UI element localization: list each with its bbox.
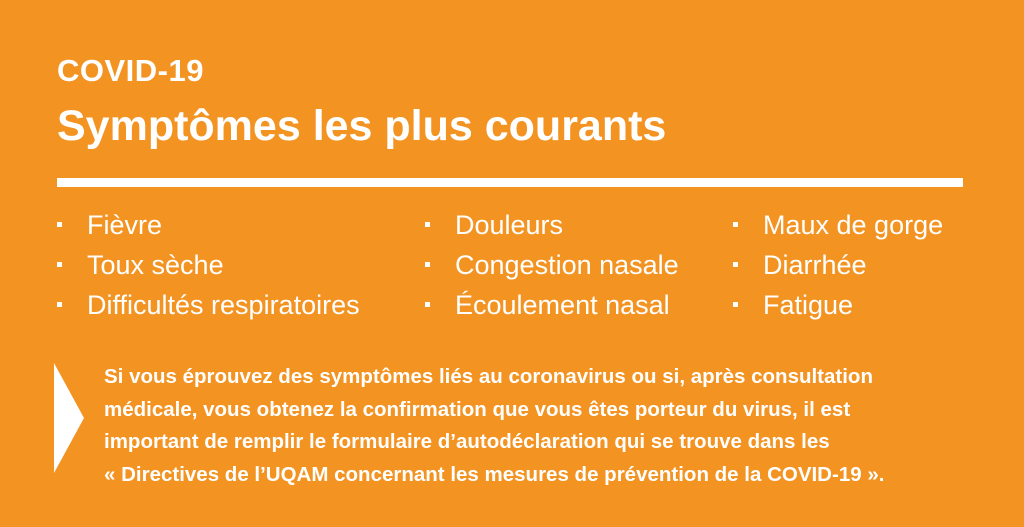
symptom-item [731, 245, 943, 285]
notice-line: important de remplir le formulaire d’autodéclaration qui se trouve dans les [104, 430, 830, 453]
symptom-column-2 [423, 205, 679, 325]
header-covid: COVID-19 [57, 53, 204, 88]
notice-text [104, 361, 1004, 491]
symptom-label: Fatigue [763, 290, 854, 320]
symptom-item [55, 285, 360, 325]
bullet-icon [425, 222, 430, 227]
symptom-item [731, 285, 943, 325]
symptom-item [55, 205, 360, 245]
symptom-label: Diarrhée [763, 250, 867, 280]
symptom-item [731, 205, 943, 245]
symptom-label: Fièvre [87, 210, 163, 240]
notice-line: médicale, vous obtenez la confirmation que vous êtes porteur du virus, il est [104, 397, 851, 421]
bullet-icon [733, 222, 738, 227]
symptom-item [423, 245, 679, 285]
bullet-icon [425, 302, 430, 307]
symptom-label: Écoulement nasal [455, 290, 670, 320]
symptom-label: Douleurs [455, 210, 564, 240]
arrow-right-icon [54, 363, 84, 473]
bullet-icon [733, 302, 738, 307]
symptom-column-1 [55, 205, 360, 325]
notice-line: « Directives de l’UQAM concernant les mesures de prévention de la COVID-19 ». [104, 462, 885, 486]
symptom-item [423, 285, 679, 325]
page-title: Symptômes les plus courants [57, 102, 667, 150]
bullet-icon [733, 262, 738, 267]
symptom-label: Toux sèche [87, 250, 224, 280]
bullet-icon [57, 302, 62, 307]
bullet-icon [425, 262, 430, 267]
symptom-label: Difficultés respiratoires [87, 290, 360, 320]
symptom-label: Maux de gorge [763, 210, 944, 240]
divider [57, 178, 963, 187]
bullet-icon [57, 262, 62, 267]
bullet-icon [57, 222, 62, 227]
notice-line: Si vous éprouvez des symptômes liés au coronavirus ou si, après consultation [104, 365, 873, 388]
symptom-item [55, 245, 360, 285]
symptom-item [423, 205, 679, 245]
symptom-label: Congestion nasale [455, 250, 679, 280]
symptom-column-3 [731, 205, 943, 325]
